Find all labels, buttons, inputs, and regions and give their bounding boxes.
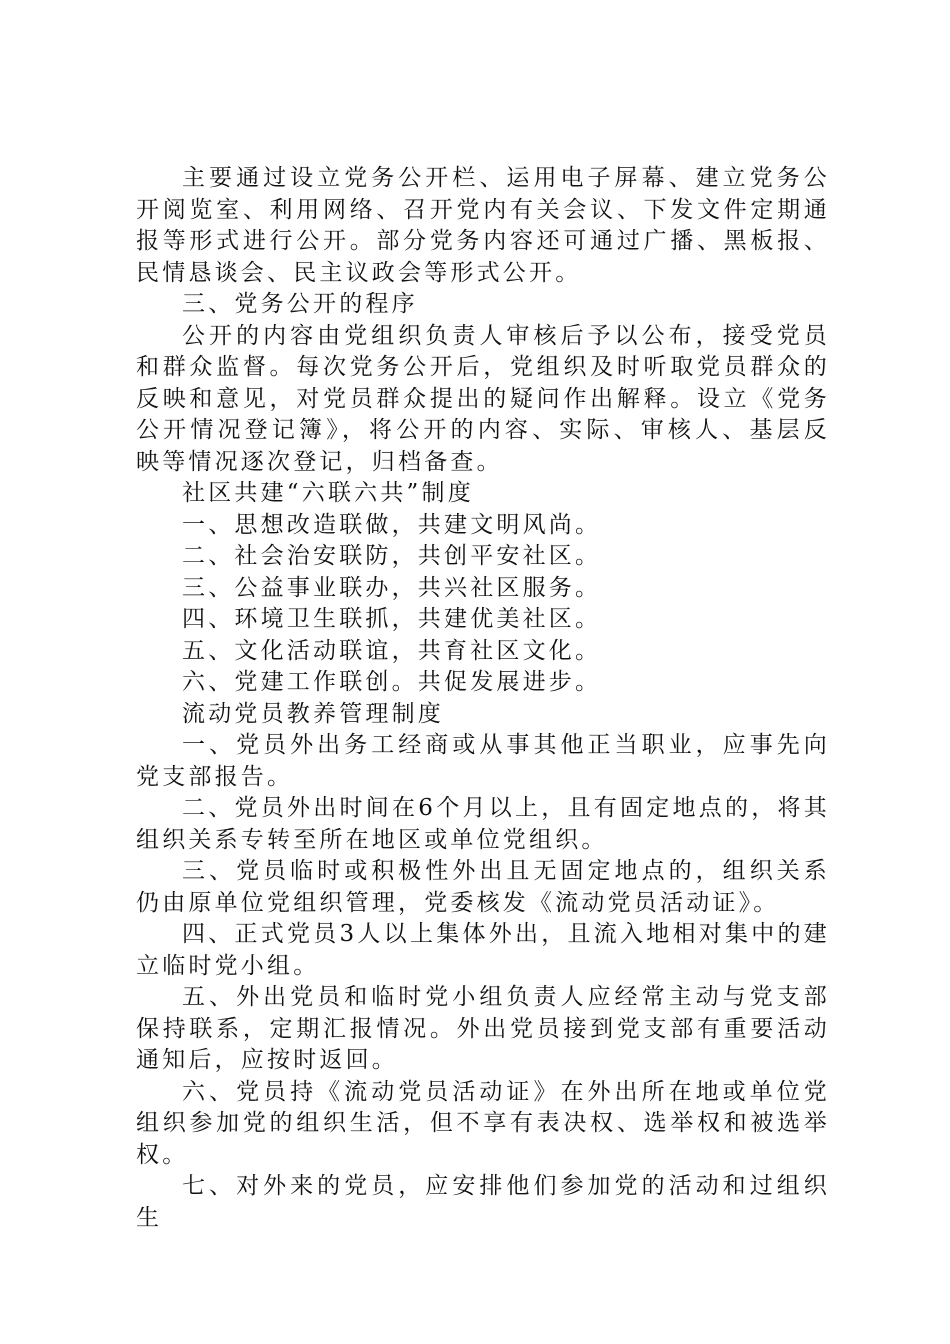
heading-mobile-members: 流动党员教养管理制度 — [182, 700, 444, 727]
paragraph-disclosure-forms: 主要通过设立党务公开栏、运用电子屏幕、建立党务公开阅览室、利用网络、召开党内有关会议、下发文件定期通报等形式进行公开。部分党务内容还可通过广播、黑板报、民情恳谈会、民主议政会等形式公开。 — [136, 165, 830, 286]
rule-item-2: 二、党员外出时间在6个月以上，且有固定地点的，将其组织关系专转至所在地区或单位党组织。 — [136, 795, 830, 853]
rule-item-4: 四、正式党员3人以上集体外出，且流入地相对集中的建立临时党小组。 — [136, 921, 830, 979]
list-item-6: 六、党建工作联创。共促发展进步。 — [182, 669, 602, 695]
heading-community-co-construction: 社区共建“六联六共”制度 — [182, 480, 474, 506]
rule-item-7: 七、对外来的党员，应安排他们参加党的活动和过组织生 — [136, 1173, 830, 1231]
list-item-5: 五、文化活动联谊，共育社区文化。 — [182, 637, 602, 664]
list-item-2: 二、社会治安联防，共创平安社区。 — [182, 543, 602, 569]
rule-item-3: 三、党员临时或积极性外出且无固定地点的，组织关系仍由原单位党组织管理，党委核发《流动党员活动证》。 — [136, 858, 830, 916]
heading-disclosure-procedure: 三、党务公开的程序 — [182, 291, 418, 317]
document-body — [136, 163, 830, 1234]
list-item-3: 三、公益事业联办，共兴社区服务。 — [182, 574, 602, 601]
rule-item-6: 六、党员持《流动党员活动证》在外出所在地或单位党组织参加党的组织生活，但不享有表决权、选举权和被选举权。 — [136, 1078, 830, 1168]
rule-item-5: 五、外出党员和临时党小组负责人应经常主动与党支部保持联系，定期汇报情况。外出党员接到党支部有重要活动通知后，应按时返回。 — [136, 984, 830, 1073]
list-item-1: 一、思想改造联做，共建文明风尚。 — [182, 511, 602, 538]
list-item-4: 四、环境卫生联抓，共建优美社区。 — [182, 606, 602, 632]
paragraph-procedure-text: 公开的内容由党组织负责人审核后予以公布，接受党员和群众监督。每次党务公开后，党组织及时听取党员群众的反映和意见，对党员群众提出的疑问作出解释。设立《党务公开情况登记簿》，将公开的内容、实际、审核人、基层反映等情况逐次登记，归档备查。 — [136, 322, 830, 475]
rule-item-1: 一、党员外出务工经商或从事其他正当职业，应事先向党支部报告。 — [136, 732, 830, 790]
